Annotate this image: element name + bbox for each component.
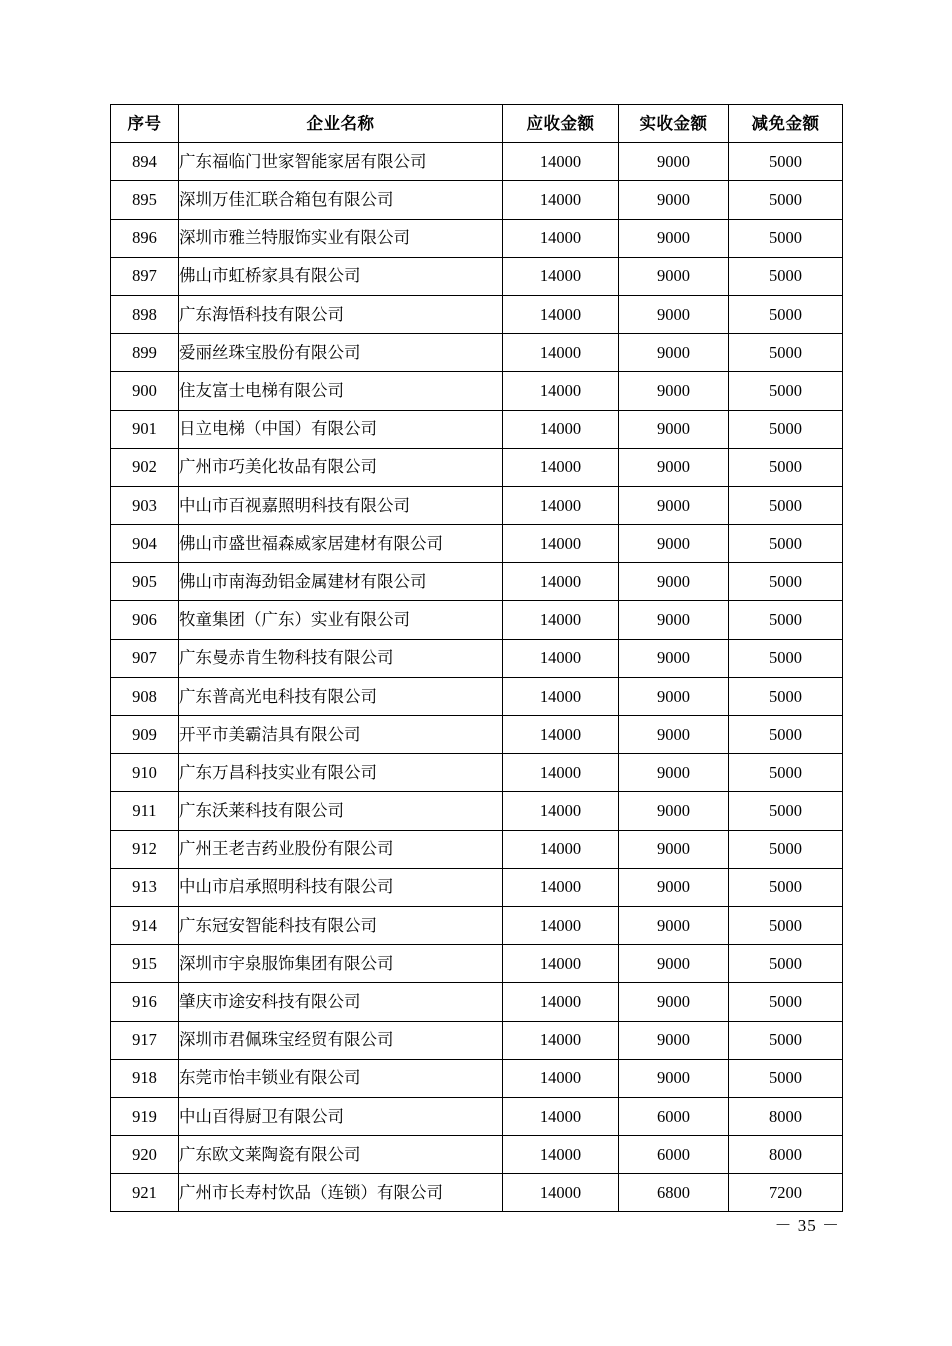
cell-received-amount: 9000: [619, 563, 729, 601]
cell-enterprise-name: 佛山市虹桥家具有限公司: [179, 257, 503, 295]
cell-enterprise-name: 开平市美霸洁具有限公司: [179, 716, 503, 754]
cell-receivable-amount: 14000: [503, 792, 619, 830]
cell-reduction-amount: 5000: [729, 716, 843, 754]
cell-reduction-amount: 5000: [729, 868, 843, 906]
cell-enterprise-name: 广东冠安智能科技有限公司: [179, 906, 503, 944]
cell-reduction-amount: 5000: [729, 792, 843, 830]
table-header: [111, 105, 843, 143]
cell-receivable-amount: 14000: [503, 830, 619, 868]
cell-index: 904: [111, 525, 179, 563]
cell-received-amount: 9000: [619, 754, 729, 792]
cell-index: 914: [111, 906, 179, 944]
cell-index: 901: [111, 410, 179, 448]
cell-enterprise-name: 深圳市雅兰特服饰实业有限公司: [179, 219, 503, 257]
cell-index: 913: [111, 868, 179, 906]
cell-received-amount: 9000: [619, 601, 729, 639]
cell-enterprise-name: 深圳市宇泉服饰集团有限公司: [179, 945, 503, 983]
cell-received-amount: 6000: [619, 1136, 729, 1174]
cell-receivable-amount: 14000: [503, 945, 619, 983]
cell-enterprise-name: 中山市百视嘉照明科技有限公司: [179, 486, 503, 524]
cell-reduction-amount: 5000: [729, 410, 843, 448]
table-row: [111, 525, 843, 563]
cell-reduction-amount: 5000: [729, 1059, 843, 1097]
cell-index: 897: [111, 257, 179, 295]
table-row: [111, 716, 843, 754]
cell-enterprise-name: 深圳市君佩珠宝经贸有限公司: [179, 1021, 503, 1059]
cell-received-amount: 9000: [619, 257, 729, 295]
cell-enterprise-name: 广东万昌科技实业有限公司: [179, 754, 503, 792]
cell-received-amount: 9000: [619, 525, 729, 563]
table-row: [111, 983, 843, 1021]
cell-enterprise-name: 住友富士电梯有限公司: [179, 372, 503, 410]
table-row: [111, 219, 843, 257]
cell-index: 895: [111, 181, 179, 219]
cell-received-amount: 9000: [619, 372, 729, 410]
cell-reduction-amount: 5000: [729, 372, 843, 410]
column-header-reduction-amount: 减免金额: [729, 105, 843, 143]
cell-reduction-amount: 5000: [729, 830, 843, 868]
cell-receivable-amount: 14000: [503, 754, 619, 792]
cell-receivable-amount: 14000: [503, 601, 619, 639]
cell-enterprise-name: 广东沃莱科技有限公司: [179, 792, 503, 830]
cell-index: 898: [111, 295, 179, 333]
cell-enterprise-name: 东莞市怡丰锁业有限公司: [179, 1059, 503, 1097]
table-row: [111, 1097, 843, 1135]
cell-reduction-amount: 5000: [729, 601, 843, 639]
cell-received-amount: 9000: [619, 1059, 729, 1097]
table-row: [111, 1174, 843, 1212]
cell-index: 916: [111, 983, 179, 1021]
cell-reduction-amount: 5000: [729, 945, 843, 983]
cell-received-amount: 9000: [619, 334, 729, 372]
cell-index: 903: [111, 486, 179, 524]
cell-index: 894: [111, 143, 179, 181]
cell-enterprise-name: 广东曼赤肯生物科技有限公司: [179, 639, 503, 677]
table-row: [111, 754, 843, 792]
cell-enterprise-name: 广东普高光电科技有限公司: [179, 677, 503, 715]
table-row: [111, 181, 843, 219]
cell-reduction-amount: 5000: [729, 754, 843, 792]
cell-receivable-amount: 14000: [503, 868, 619, 906]
cell-index: 911: [111, 792, 179, 830]
enterprise-fee-table: [110, 104, 843, 1212]
cell-enterprise-name: 广东欧文莱陶瓷有限公司: [179, 1136, 503, 1174]
table-row: [111, 257, 843, 295]
column-header-enterprise-name: 企业名称: [179, 105, 503, 143]
cell-received-amount: 9000: [619, 945, 729, 983]
cell-received-amount: 9000: [619, 486, 729, 524]
cell-receivable-amount: 14000: [503, 181, 619, 219]
cell-reduction-amount: 5000: [729, 257, 843, 295]
cell-enterprise-name: 爱丽丝珠宝股份有限公司: [179, 334, 503, 372]
page-number: － 35 －: [774, 1216, 840, 1235]
cell-receivable-amount: 14000: [503, 410, 619, 448]
cell-receivable-amount: 14000: [503, 1136, 619, 1174]
table-row: [111, 1136, 843, 1174]
cell-reduction-amount: 5000: [729, 295, 843, 333]
cell-index: 908: [111, 677, 179, 715]
cell-reduction-amount: 8000: [729, 1136, 843, 1174]
cell-index: 910: [111, 754, 179, 792]
table-header-row: [111, 105, 843, 143]
table-row: [111, 295, 843, 333]
cell-received-amount: 9000: [619, 716, 729, 754]
cell-reduction-amount: 5000: [729, 486, 843, 524]
cell-received-amount: 6000: [619, 1097, 729, 1135]
table-row: [111, 601, 843, 639]
cell-index: 920: [111, 1136, 179, 1174]
table-row: [111, 486, 843, 524]
cell-receivable-amount: 14000: [503, 906, 619, 944]
cell-enterprise-name: 佛山市南海劲铝金属建材有限公司: [179, 563, 503, 601]
cell-reduction-amount: 5000: [729, 563, 843, 601]
table-row: [111, 677, 843, 715]
table-row: [111, 563, 843, 601]
column-header-receivable-amount: 应收金额: [503, 105, 619, 143]
cell-received-amount: 9000: [619, 448, 729, 486]
cell-receivable-amount: 14000: [503, 677, 619, 715]
table-row: [111, 868, 843, 906]
cell-index: 912: [111, 830, 179, 868]
cell-receivable-amount: 14000: [503, 639, 619, 677]
cell-received-amount: 9000: [619, 219, 729, 257]
table-row: [111, 639, 843, 677]
cell-received-amount: 9000: [619, 677, 729, 715]
cell-enterprise-name: 中山百得厨卫有限公司: [179, 1097, 503, 1135]
cell-enterprise-name: 佛山市盛世福森威家居建材有限公司: [179, 525, 503, 563]
cell-received-amount: 9000: [619, 295, 729, 333]
cell-enterprise-name: 深圳万佳汇联合箱包有限公司: [179, 181, 503, 219]
cell-index: 917: [111, 1021, 179, 1059]
cell-receivable-amount: 14000: [503, 295, 619, 333]
cell-index: 907: [111, 639, 179, 677]
cell-receivable-amount: 14000: [503, 486, 619, 524]
cell-receivable-amount: 14000: [503, 716, 619, 754]
table-row: [111, 372, 843, 410]
table-row: [111, 945, 843, 983]
cell-index: 915: [111, 945, 179, 983]
cell-reduction-amount: 5000: [729, 448, 843, 486]
cell-receivable-amount: 14000: [503, 334, 619, 372]
cell-receivable-amount: 14000: [503, 563, 619, 601]
cell-reduction-amount: 8000: [729, 1097, 843, 1135]
column-header-received-amount: 实收金额: [619, 105, 729, 143]
cell-enterprise-name: 广州王老吉药业股份有限公司: [179, 830, 503, 868]
cell-receivable-amount: 14000: [503, 525, 619, 563]
cell-receivable-amount: 14000: [503, 1021, 619, 1059]
table-row: [111, 143, 843, 181]
cell-index: 899: [111, 334, 179, 372]
cell-received-amount: 9000: [619, 830, 729, 868]
cell-index: 902: [111, 448, 179, 486]
cell-reduction-amount: 5000: [729, 906, 843, 944]
cell-reduction-amount: 5000: [729, 219, 843, 257]
cell-index: 919: [111, 1097, 179, 1135]
cell-enterprise-name: 广东福临门世家智能家居有限公司: [179, 143, 503, 181]
cell-received-amount: 9000: [619, 906, 729, 944]
cell-receivable-amount: 14000: [503, 1174, 619, 1212]
cell-enterprise-name: 广东海悟科技有限公司: [179, 295, 503, 333]
cell-receivable-amount: 14000: [503, 372, 619, 410]
cell-reduction-amount: 5000: [729, 143, 843, 181]
cell-reduction-amount: 5000: [729, 639, 843, 677]
cell-reduction-amount: 5000: [729, 181, 843, 219]
cell-receivable-amount: 14000: [503, 1059, 619, 1097]
column-header-index: 序号: [111, 105, 179, 143]
table-row: [111, 448, 843, 486]
cell-enterprise-name: 日立电梯（中国）有限公司: [179, 410, 503, 448]
cell-reduction-amount: 5000: [729, 334, 843, 372]
cell-reduction-amount: 7200: [729, 1174, 843, 1212]
cell-reduction-amount: 5000: [729, 1021, 843, 1059]
cell-receivable-amount: 14000: [503, 143, 619, 181]
cell-enterprise-name: 广州市巧美化妆品有限公司: [179, 448, 503, 486]
cell-index: 921: [111, 1174, 179, 1212]
cell-receivable-amount: 14000: [503, 448, 619, 486]
table-row: [111, 410, 843, 448]
cell-received-amount: 9000: [619, 181, 729, 219]
cell-received-amount: 9000: [619, 792, 729, 830]
table-row: [111, 1021, 843, 1059]
cell-index: 905: [111, 563, 179, 601]
cell-index: 900: [111, 372, 179, 410]
cell-received-amount: 9000: [619, 868, 729, 906]
cell-received-amount: 9000: [619, 143, 729, 181]
cell-enterprise-name: 中山市启承照明科技有限公司: [179, 868, 503, 906]
cell-reduction-amount: 5000: [729, 677, 843, 715]
table-row: [111, 334, 843, 372]
cell-index: 909: [111, 716, 179, 754]
cell-reduction-amount: 5000: [729, 983, 843, 1021]
cell-receivable-amount: 14000: [503, 1097, 619, 1135]
table-row: [111, 792, 843, 830]
cell-received-amount: 9000: [619, 639, 729, 677]
cell-receivable-amount: 14000: [503, 983, 619, 1021]
cell-receivable-amount: 14000: [503, 219, 619, 257]
cell-index: 896: [111, 219, 179, 257]
table-row: [111, 906, 843, 944]
cell-received-amount: 6800: [619, 1174, 729, 1212]
table-body: [111, 143, 843, 1212]
table-row: [111, 830, 843, 868]
cell-received-amount: 9000: [619, 983, 729, 1021]
cell-index: 906: [111, 601, 179, 639]
cell-receivable-amount: 14000: [503, 257, 619, 295]
cell-enterprise-name: 广州市长寿村饮品（连锁）有限公司: [179, 1174, 503, 1212]
cell-enterprise-name: 牧童集团（广东）实业有限公司: [179, 601, 503, 639]
cell-received-amount: 9000: [619, 1021, 729, 1059]
cell-index: 918: [111, 1059, 179, 1097]
cell-reduction-amount: 5000: [729, 525, 843, 563]
cell-enterprise-name: 肇庆市途安科技有限公司: [179, 983, 503, 1021]
cell-received-amount: 9000: [619, 410, 729, 448]
table-row: [111, 1059, 843, 1097]
